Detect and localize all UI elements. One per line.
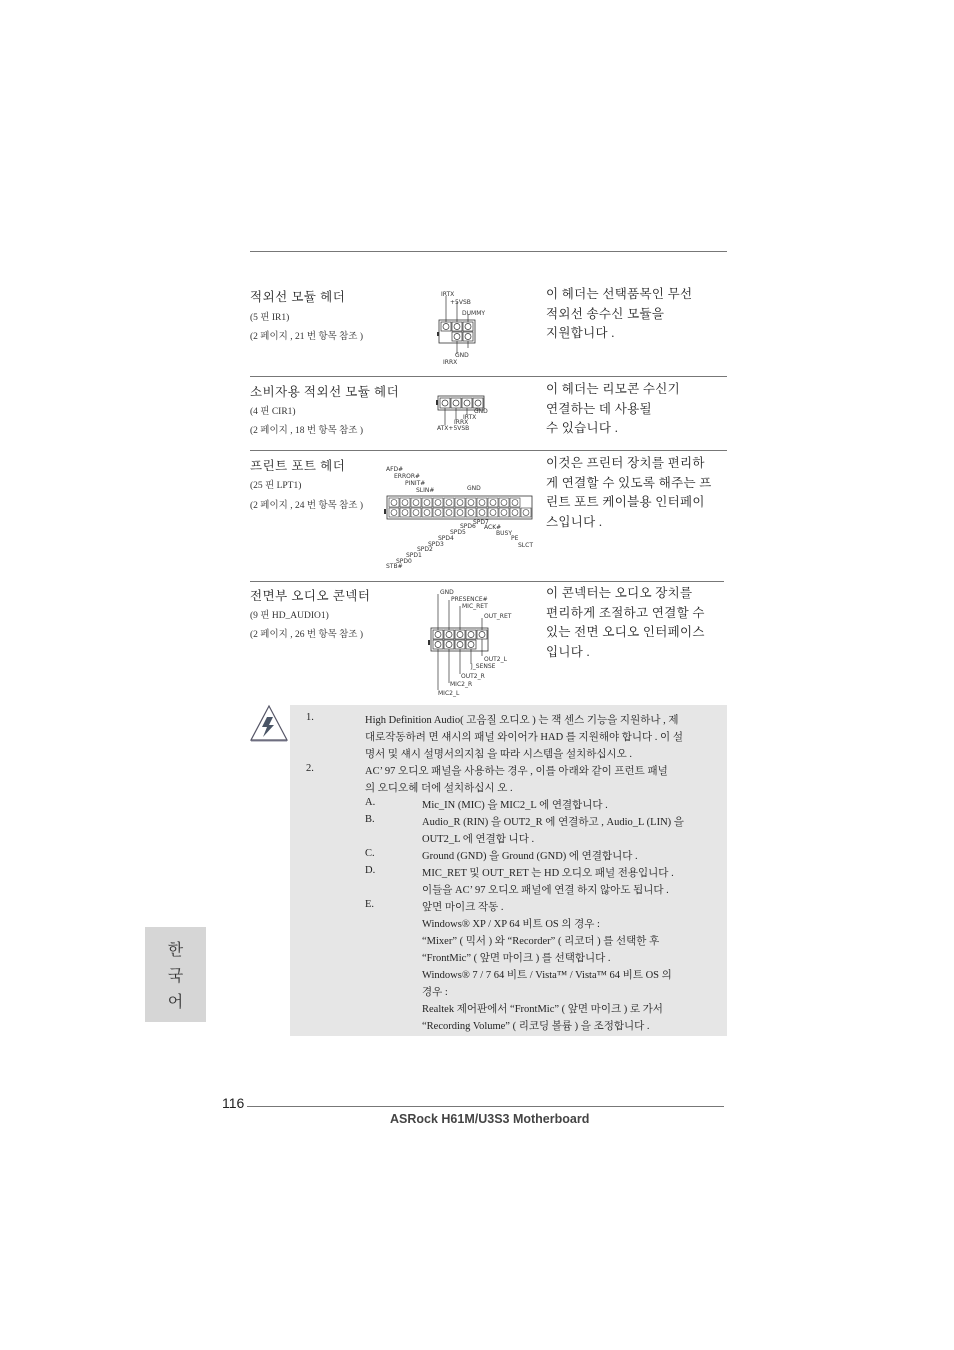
step-text: “Mixer” ( 믹서 ) 와 “Recorder” ( 리코더 ) 를 선택한 후 (422, 936, 660, 947)
warning-icon (248, 703, 290, 743)
pin-label: SPD0 (396, 558, 412, 565)
step-text: Audio_R (RIN) 을 OUT2_R 에 연결하고 , Audio_L (LIN) 을 (422, 817, 684, 828)
section-title-audio: 전면부 오디오 콘넥터 (250, 589, 371, 603)
pin-label: BUSY (496, 530, 512, 537)
language-tab-char: 국 (167, 966, 184, 985)
note-text: AC’ 97 오디오 패널을 사용하는 경우 , 이를 아래와 같이 프런트 패널 (365, 766, 668, 777)
section-ref-lpt: (2 페이지 , 24 번 항목 참조 ) (250, 501, 363, 511)
pin-label: IRRX (454, 419, 469, 426)
note-number: 1. (306, 712, 314, 723)
pin-label: IRRX (443, 359, 458, 366)
ir-header-diagram (430, 288, 510, 368)
pin-label: PE (511, 535, 519, 542)
step-text: MIC_RET 및 OUT_RET 는 HD 오디오 패널 전용입니다 . (422, 868, 674, 879)
notes-box (290, 705, 727, 1036)
step-text: “Recording Volume” ( 리코딩 볼륨 ) 을 조정합니다 . (422, 1021, 650, 1032)
section-pins-ir: (5 핀 IR1) (250, 313, 290, 323)
cir-header-diagram (430, 392, 510, 437)
pin-label: PRESENCE# (451, 596, 488, 603)
pin-label: GND (474, 408, 488, 415)
audio-header-diagram (425, 586, 525, 698)
language-tab-char: 한 (167, 940, 184, 959)
pin-label: SLCT (518, 542, 534, 549)
step-text: 앞면 마이크 작동 . (422, 902, 504, 913)
language-tab-char: 어 (167, 992, 184, 1011)
step-text: OUT2_L 에 연결합 니다 . (422, 834, 535, 845)
step-text: Windows® XP / XP 64 비트 OS 의 경우 : (422, 919, 600, 930)
pin-label: ACK# (484, 524, 502, 531)
pin-label: GND (467, 485, 481, 492)
pin-label: ERROR# (394, 473, 421, 480)
pin-label: ATX+5VSB (437, 425, 470, 432)
step-text: Realtek 제어판에서 “FrontMic” ( 앞면 마이크 ) 로 가서 (422, 1004, 663, 1015)
pin-label: +5VSB (450, 299, 471, 306)
pin-label: SLIN# (416, 487, 435, 494)
pin-label: AFD# (386, 466, 404, 473)
step-key: D. (365, 865, 376, 876)
pin-label: OUT_RET (484, 613, 512, 620)
pin-label: PINIT# (405, 480, 426, 487)
section-desc-audio: 이 콘넥터는 오디오 장치를 편리하게 조절하고 연결할 수 있는 전면 오디오 인터페이스 입니다 . (546, 586, 705, 659)
step-key: C. (365, 848, 375, 859)
section-title-lpt: 프린트 포트 헤더 (250, 459, 346, 473)
pin-label: MIC2_L (438, 690, 460, 697)
pin-label: DUMMY (462, 310, 486, 317)
step-key: E. (365, 899, 375, 910)
note-text: 명서 및 섀시 설명서의지침 을 따라 시스템을 설치하십시오 . (365, 749, 633, 760)
step-text: Windows® 7 / 7 64 비트 / Vista™ / Vista™ 64 비트 OS 의 (422, 970, 672, 981)
note-number: 2. (306, 763, 314, 774)
section-pins-audio: (9 핀 HD_AUDIO1) (250, 611, 329, 621)
note-text: 의 오디오헤 더에 설치하십시 오 . (365, 783, 513, 794)
step-text: Mic_IN (MIC) 을 MIC2_L 에 연결합니다 . (422, 800, 608, 811)
pin-label: GND (440, 589, 454, 596)
pin-label: SPD4 (438, 535, 454, 542)
note-text: High Definition Audio( 고음질 오디오 ) 는 잭 센스 기능을 지원하나 , 제 (365, 715, 679, 726)
pin-label: OUT2_L (484, 656, 507, 663)
step-text: “FrontMic” ( 앞면 마이크 ) 를 선택합니다 . (422, 953, 611, 964)
section-desc-lpt: 이것은 프린터 장치를 편리하 게 연결할 수 있도록 해주는 프 린트 포트 케이블용 인터페이 스입니다 . (546, 456, 712, 529)
footer-title: ASRock H61M/U3S3 Motherboard (390, 1112, 590, 1126)
pin-label: SPD6 (460, 523, 476, 530)
pin-label: J_SENSE (471, 663, 496, 670)
section-title-ir: 적외선 모듈 헤더 (250, 290, 346, 304)
pin-label: STB# (386, 563, 403, 570)
note-text: 대로작동하려 면 섀시의 패널 와이어가 HAD 를 지원해야 합니다 . 이 설 (365, 732, 683, 743)
step-key: A. (365, 797, 376, 808)
section-ref-ir: (2 페이지 , 21 번 항목 참조 ) (250, 332, 363, 342)
section-pins-cir: (4 핀 CIR1) (250, 407, 296, 417)
step-text: Ground (GND) 을 Ground (GND) 에 연결합니다 . (422, 851, 638, 862)
pin-label: SPD5 (450, 529, 466, 536)
section-title-cir: 소비자용 적외선 모듈 헤더 (250, 385, 400, 399)
pin-label: SPD3 (428, 541, 444, 548)
pin-label: SPD2 (417, 546, 433, 553)
pin-label: OUT2_R (461, 673, 485, 680)
pin-label: GND (455, 352, 469, 359)
pin-label: IRTX (463, 414, 477, 421)
section-ref-cir: (2 페이지 , 18 번 항목 참조 ) (250, 426, 363, 436)
step-text: 경우 : (422, 987, 448, 998)
pin-label: SPD7 (473, 519, 489, 526)
section-pins-lpt: (25 핀 LPT1) (250, 481, 302, 491)
section-ref-audio: (2 페이지 , 26 번 항목 참조 ) (250, 630, 363, 640)
page-number: 116 (222, 1095, 245, 1111)
pin-label: MIC_RET (462, 603, 488, 610)
section-desc-ir: 이 헤더는 선택품목인 무선 적외선 송수신 모듈을 지원합니다 . (546, 287, 693, 340)
section-desc-cir: 이 헤더는 리모콘 수신기 연결하는 데 사용될 수 있습니다 . (546, 382, 681, 435)
step-text: 이들을 AC’ 97 오디오 패널에 연결 하지 않아도 됩니다 . (422, 885, 669, 896)
pin-label: MIC2_R (450, 681, 473, 688)
lpt-header-diagram (380, 460, 545, 575)
language-tab (145, 927, 206, 1022)
step-key: B. (365, 814, 375, 825)
pin-label: SPD1 (406, 552, 422, 559)
pin-label: IRTX (441, 291, 455, 298)
